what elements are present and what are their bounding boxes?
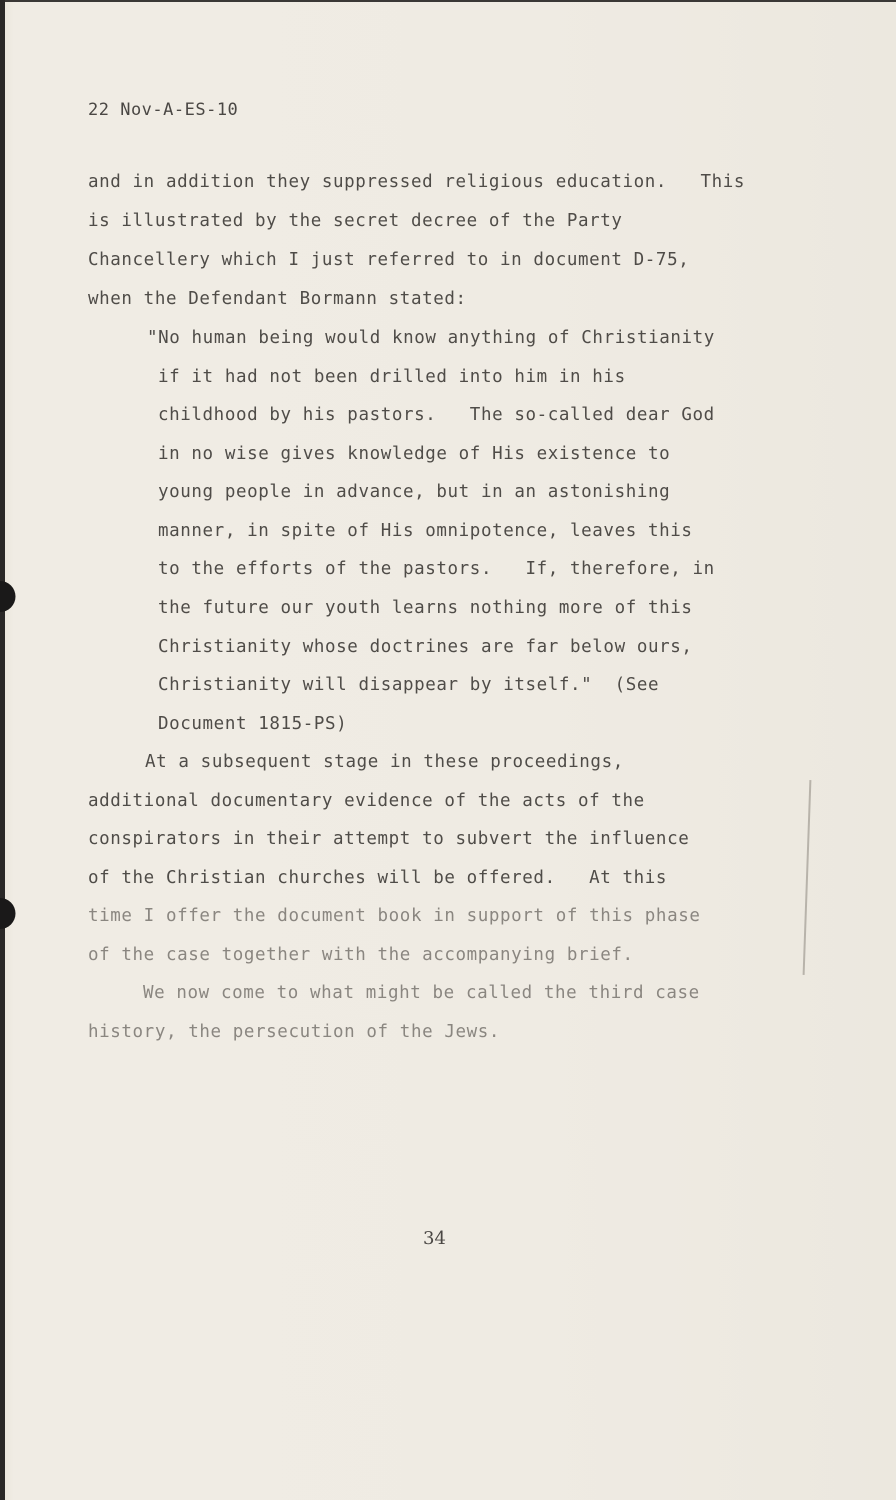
text-line: of the case together with the accompanying brief. — [88, 945, 634, 965]
text-line: and in addition they suppressed religious education. This — [88, 172, 746, 192]
text-line: time I offer the document book in support of this phase — [88, 906, 701, 926]
text-line: Chancellery which I just referred to in document D-75, — [88, 250, 690, 270]
text-line: when the Defendant Bormann stated: — [88, 289, 467, 309]
text-line: additional documentary evidence of the acts of the — [88, 791, 645, 811]
punch-hole-icon — [0, 898, 16, 929]
text-line: At a subsequent stage in these proceedings, — [145, 752, 624, 772]
quote-line: "No human being would know anything of Christianity — [147, 328, 715, 348]
quote-line: Christianity whose doctrines are far below ours, — [158, 637, 693, 657]
text-line: conspirators in their attempt to subvert the influence — [88, 829, 690, 849]
page-left-edge — [0, 0, 5, 1500]
text-line: We now come to what might be called the third case — [143, 983, 700, 1003]
margin-mark — [803, 780, 812, 975]
quote-line: in no wise gives knowledge of His existence to — [158, 444, 671, 464]
quote-line: if it had not been drilled into him in his — [158, 367, 626, 387]
text-line: of the Christian churches will be offered. At this — [88, 868, 668, 888]
quote-line: young people in advance, but in an astonishing — [158, 482, 671, 502]
page-number: 34 — [423, 1228, 446, 1249]
quote-line: to the efforts of the pastors. If, therefore, in — [158, 559, 715, 579]
quote-line: Christianity will disappear by itself." (See — [158, 675, 660, 695]
page-header: 22 Nov-A-ES-10 — [88, 100, 239, 120]
text-line: history, the persecution of the Jews. — [88, 1022, 501, 1042]
quote-line: Document 1815-PS) — [158, 714, 348, 734]
punch-hole-icon — [0, 581, 16, 612]
page-top-edge — [0, 0, 896, 2]
quote-line: the future our youth learns nothing more of this — [158, 598, 693, 618]
quote-line: childhood by his pastors. The so-called dear God — [158, 405, 715, 425]
text-line: is illustrated by the secret decree of the Party — [88, 211, 623, 231]
quote-line: manner, in spite of His omnipotence, leaves this — [158, 521, 693, 541]
